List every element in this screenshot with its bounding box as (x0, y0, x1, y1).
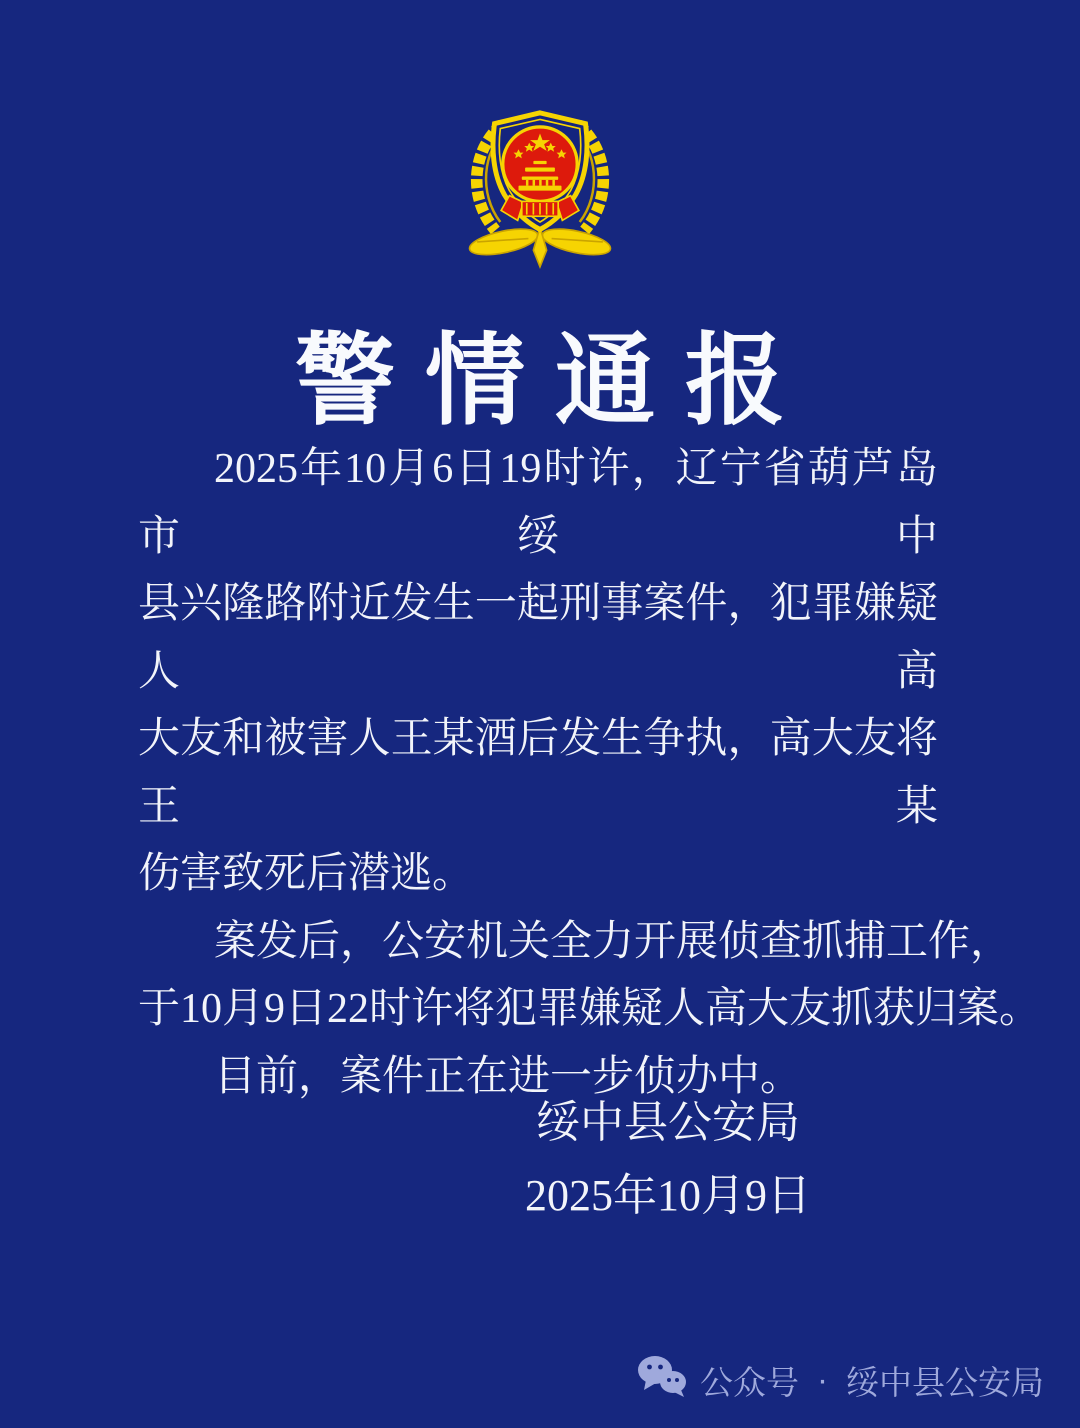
body-line: 目前，案件正在进一步侦办中。 (214, 1053, 803, 1100)
body-line: 大友和被害人王某酒后发生争执，高大友将王某 (138, 716, 938, 830)
body-line: 于10月9日22时许将犯罪嫌疑人高大友抓获归案。 (138, 986, 1042, 1032)
police-emblem (0, 96, 1080, 272)
separator-dot: · (817, 1361, 828, 1398)
issuing-authority: 绥中县公安局 (536, 1098, 800, 1147)
body-line: 县兴隆路附近发生一起刑事案件，犯罪嫌疑人高 (138, 581, 938, 695)
wechat-watermark (636, 1354, 1044, 1406)
police-badge-icon (449, 96, 631, 272)
body-line: 2025年10月6日19时许，辽宁省葫芦岛市绥中 (138, 446, 938, 560)
notice-signature (0, 1086, 1080, 1232)
notice-title: 警情通报 (295, 326, 815, 437)
body-line: 案发后，公安机关全力开展侦查抓捕工作， (214, 918, 1013, 965)
notice-body (138, 436, 1042, 1111)
issue-date: 2025年10月9日 (525, 1171, 811, 1220)
wechat-icon (636, 1354, 688, 1406)
account-name: 绥中县公安局 (846, 1363, 1044, 1401)
platform-label: 公众号 (700, 1363, 799, 1401)
body-line: 伤害致死后潜逃。 (138, 851, 475, 897)
